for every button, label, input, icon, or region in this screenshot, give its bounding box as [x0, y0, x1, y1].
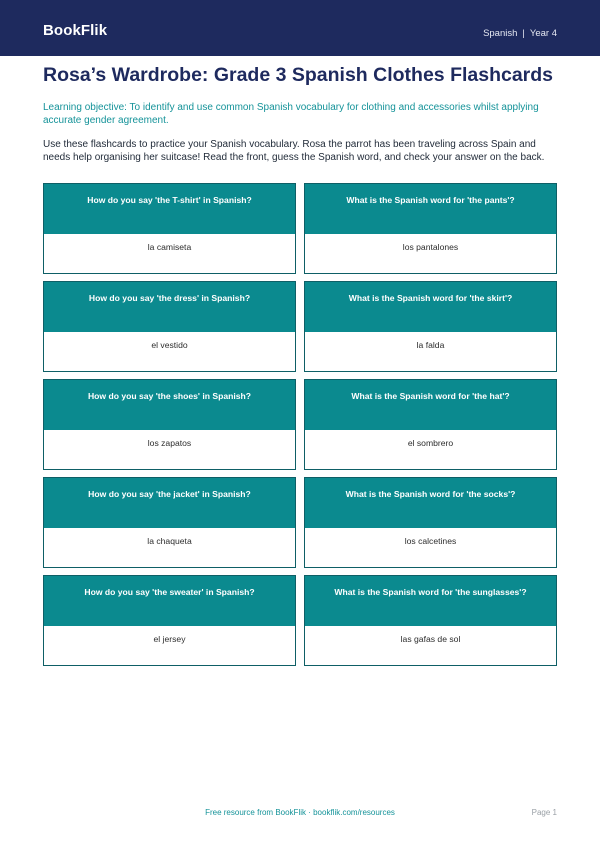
flashcard[interactable]: [43, 379, 296, 470]
flashcard-back: el jersey: [153, 634, 186, 644]
flashcard[interactable]: [304, 183, 557, 274]
flashcard-front: How do you say 'the sweater' in Spanish?: [44, 576, 295, 626]
flashcard-back: los pantalones: [402, 242, 459, 252]
flashcard-front: How do you say 'the shoes' in Spanish?: [44, 380, 295, 430]
learning-objective: Learning objective: To identify and use common Spanish vocabulary for clothing and accessories whilst applying accurate gender agreement.: [43, 102, 539, 126]
flashcard-back: los calcetines: [404, 536, 457, 546]
flashcard[interactable]: [304, 477, 557, 568]
subject-label: Spanish: [483, 28, 518, 39]
flashcard[interactable]: [43, 477, 296, 568]
flashcard-back: los zapatos: [147, 438, 192, 448]
flashcard[interactable]: [304, 379, 557, 470]
flashcard-front: What is the Spanish word for 'the sunglasses'?: [305, 576, 556, 626]
flashcard-front: What is the Spanish word for 'the socks'?: [305, 478, 556, 528]
brand-logo[interactable]: BookFlik: [43, 22, 108, 39]
flashcard-front: How do you say 'the dress' in Spanish?: [44, 282, 295, 332]
header-meta: [483, 28, 557, 39]
flashcard-front: How do you say 'the T-shirt' in Spanish?: [44, 184, 295, 234]
flashcard-back: la chaqueta: [147, 536, 192, 546]
flashcard-front: How do you say 'the jacket' in Spanish?: [44, 478, 295, 528]
flashcard[interactable]: [43, 281, 296, 372]
flashcard-back: el vestido: [151, 340, 188, 350]
intro-text: Use these flashcards to practice your Spanish vocabulary. Rosa the parrot has been traveling across Spain and needs help organising her suitcase! Read the front, guess the Spanish word, and check your answer on the back.: [43, 139, 545, 163]
flashcard[interactable]: [43, 183, 296, 274]
flashcard-front: What is the Spanish word for 'the skirt'?: [305, 282, 556, 332]
header-bar: [0, 0, 600, 56]
flashcard-front: What is the Spanish word for 'the hat'?: [305, 380, 556, 430]
flashcard[interactable]: [304, 575, 557, 666]
page-number: Page 1: [531, 808, 557, 817]
flashcard-back: la falda: [416, 340, 445, 350]
flashcard-back: las gafas de sol: [400, 634, 461, 644]
flashcard[interactable]: [304, 281, 557, 372]
flashcard-back: el sombrero: [407, 438, 454, 448]
flashcard-front: What is the Spanish word for 'the pants'?: [305, 184, 556, 234]
flashcard[interactable]: [43, 575, 296, 666]
flashcard-grid: [43, 183, 557, 666]
page-title: Rosa’s Wardrobe: Grade 3 Spanish Clothes Flashcards: [43, 64, 554, 86]
flashcard-back: la camiseta: [147, 242, 192, 252]
meta-separator: |: [522, 28, 525, 39]
footer-link[interactable]: Free resource from BookFlik · bookflik.com/resources: [205, 808, 395, 817]
year-label: Year 4: [529, 28, 557, 39]
